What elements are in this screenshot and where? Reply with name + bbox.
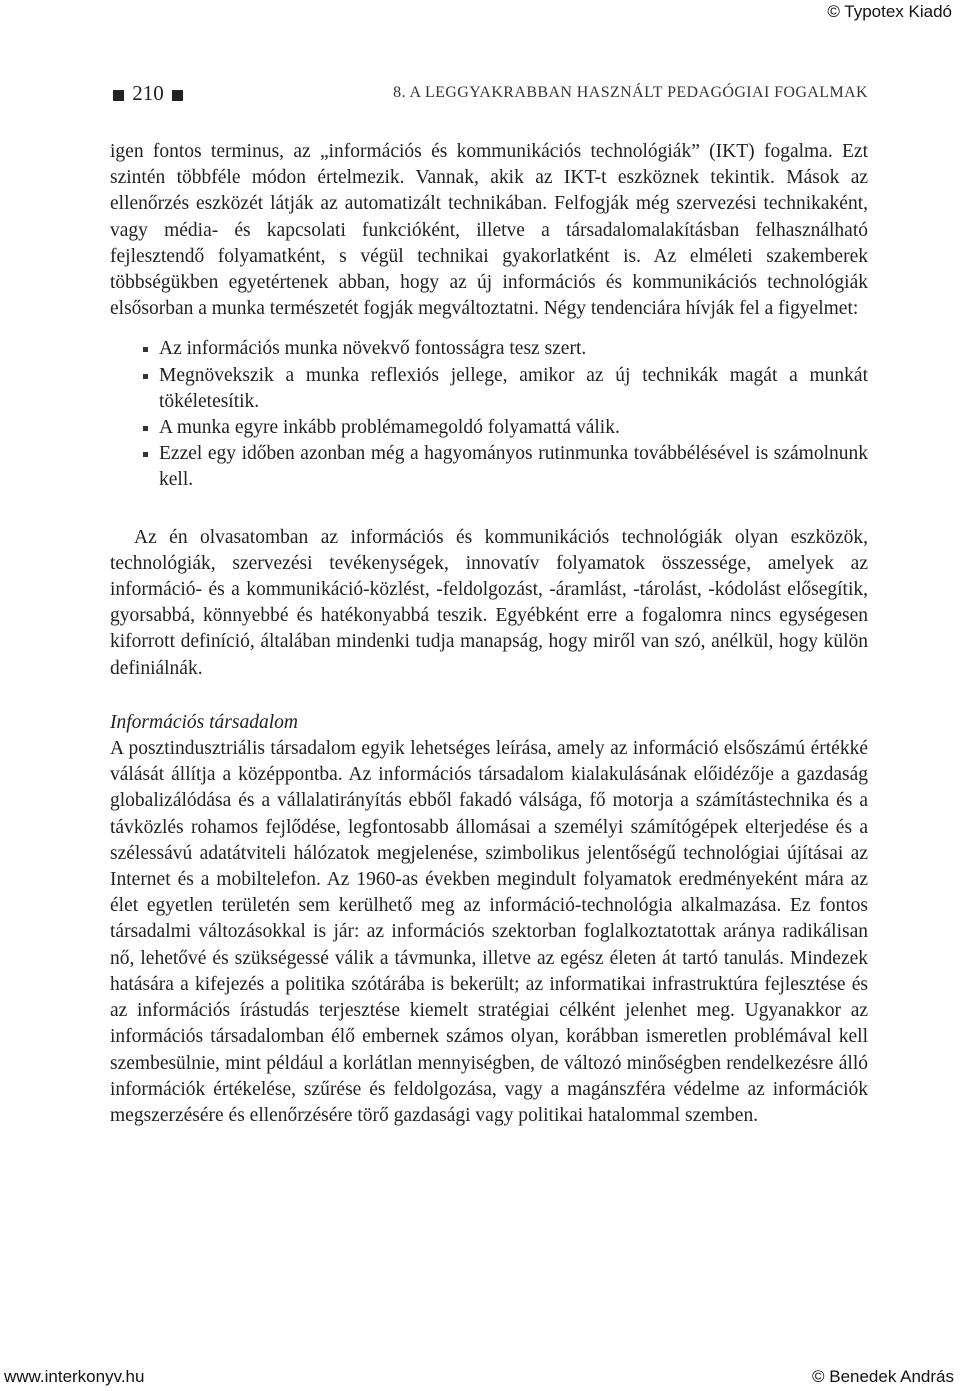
spacer: [110, 682, 868, 710]
list-item: A munka egyre inkább problémamegoldó folyamattá válik.: [159, 415, 868, 441]
page-body: [110, 139, 868, 1129]
chapter-title: 8. A LEGGYAKRABBAN HASZNÁLT PEDAGÓGIAI FOGALMAK: [393, 84, 868, 101]
list-item: Az információs munka növekvő fontosságra tesz szert.: [159, 336, 868, 362]
running-header: [110, 78, 868, 108]
paragraph-ikt: igen fontos terminus, az „információs és kommunikációs technológiák” (IKT) fogalma. Ezt szintén többféle módon értelmezik. Vannak, akik az IKT-t eszköznek tekintik. Mások az ellenőrzés eszközét látják az automatizált technikában. Felfogják még szervezési technikaként, vagy média- és kapcsolati funkcióként, illetve a társadalomalakításban felhasználható fejlesztendő folyamatként, s végül technikai gyakorlatként is. Az elméleti szakemberek többségükben egyetértenek abban, hogy az új információs és kommunikációs technológiák elsősorban a munka természetét fogják megváltoztatni. Négy tendenciára hívják fel a figyelmet:: [110, 141, 868, 320]
author-watermark: © Benedek András: [811, 1367, 954, 1386]
square-bullet-icon: [172, 90, 183, 101]
website-watermark: www.interkonyv.hu: [4, 1367, 145, 1386]
square-bullet-icon: [113, 90, 124, 101]
tendency-list: [110, 336, 868, 493]
list-item: Ezzel egy időben azonban még a hagyományos rutinmunka továbbélésével is számolnunk kell.: [159, 441, 868, 493]
paragraph-information-society: A posztindusztriális társadalom egyik lehetséges leírása, amely az információ elsőszámú értékké válását állítja a középpontba. Az információs társadalom kialakulásának előidézője a gazdaság globalizálódása és a vállalatirányítás ebből fakadó válsága, fő motorja a számítástechnika és a távközlés rohamos fejlődése, legfontosabb állomásai a személyi számítógépek elterjedése és a szélessávú adatátviteli hálózatok megjelenése, szimbolikus jelentőségű technológiai újításai az Internet és a mobiltelefon. Az 1960-as években megindult folyamatok eredményeként mára az élet egyetlen területén sem kerülhető meg az információ-technológia alkalmazása. Ez fontos társadalmi változásokkal is jár: az információs szektorban foglalkoztatottak aránya radikálisan nő, lehetővé és szükségessé válik a távmunka, illetve az egész életen át tartó tanulás. Mindezek hatására a kifejezés a politika szótárába is bekerült; az informatikai infrastruktúra fejlesztése és az információs írástudás terjesztése kiemelt stratégiai célként jelenhet meg. Ugyanakkor az információs társadalomban élő embernek számos olyan, korábban ismeretlen problémával kell szembesülnie, mint például a korlátlan mennyiségben, de változó minőségben rendelkezésre álló információk értékelése, szűrése és feldolgozása, vagy a magánszféra védelme az információk megszerzésére és ellenőrzésére törő gazdasági vagy politikai hatalommal szemben.: [110, 738, 868, 1126]
list-item: Megnövekszik a munka reflexiós jellege, amikor az új technikák magát a munkát tökéletesítik.: [159, 363, 868, 415]
paragraph-definition: Az én olvasatomban az információs és kommunikációs technológiák olyan eszközök, technológiák, szervezési tevékenységek, innovatív folyamatok összessége, amelyek az információ- és a kommunikáció-közlést, -feldolgozást, -áramlást, -tárolást, -kódolást elősegítik, gyorsabbá, könnyebbé és hatékonyabbá teszik. Egyébként erre a fogalomra nincs egységesen kiforrott definíció, általában mindenki tudja manapság, hogy miről van szó, anélkül, hogy külön definiálnák.: [110, 526, 868, 679]
page-number-block: [110, 78, 186, 108]
section-subheading: Információs társadalom: [110, 711, 298, 733]
page-number: 210: [132, 81, 164, 105]
publisher-watermark: © Typotex Kiadó: [827, 2, 952, 21]
spacer: [110, 494, 868, 525]
